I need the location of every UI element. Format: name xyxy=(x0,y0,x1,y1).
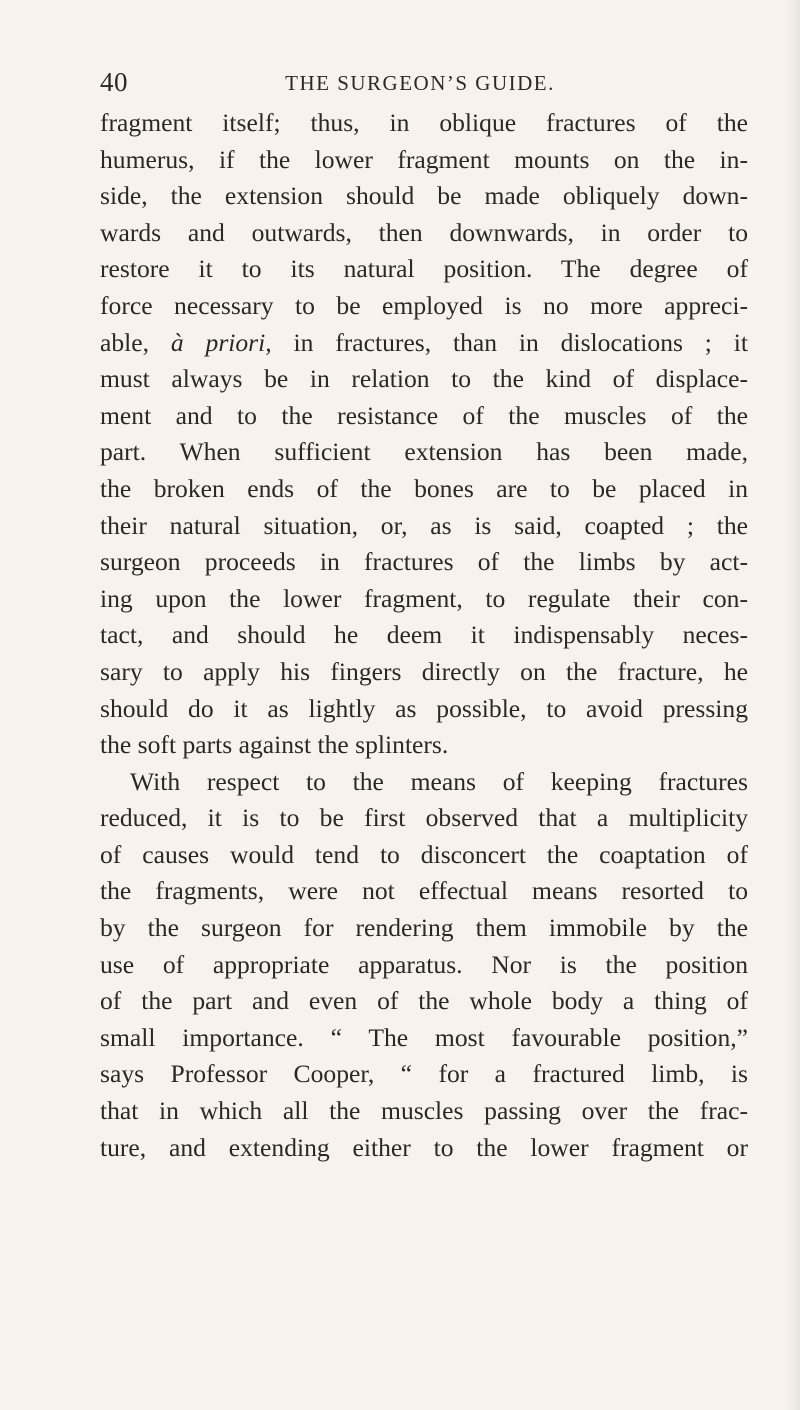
text-line: side, the extension should be made obliquely down- xyxy=(100,181,748,211)
text-line: force necessary to be employed is no more appreci- xyxy=(100,290,748,320)
text-line: part. When sufficient extension has been made, xyxy=(100,437,748,467)
text-line: that in which all the muscles passing over the frac- xyxy=(100,1096,748,1126)
text-line: must always be in relation to the kind of displace- xyxy=(100,364,748,394)
text-line xyxy=(100,325,748,362)
text-line: the broken ends of the bones are to be placed in xyxy=(100,473,748,503)
paragraph-last-line: the soft parts against the splinters. xyxy=(100,730,449,760)
text-line: by the surgeon for rendering them immobile by the xyxy=(100,913,748,943)
text-line: of causes would tend to disconcert the coaptation of xyxy=(100,839,748,869)
page-edge-shadow xyxy=(786,0,800,1410)
text-line: of the part and even of the whole body a thing of xyxy=(100,986,748,1016)
italic-phrase: à priori, xyxy=(170,327,272,357)
text-line: the fragments, were not effectual means resorted to xyxy=(100,876,748,906)
running-head xyxy=(100,64,740,100)
text-line: their natural situation, or, as is said, coapted ; the xyxy=(100,510,748,540)
text-line: sary to apply his fingers directly on the fracture, he xyxy=(100,656,748,686)
text-line: says Professor Cooper, “ for a fractured limb, is xyxy=(100,1059,748,1089)
text-line: tact, and should he deem it indispensably neces- xyxy=(100,620,748,650)
text-line: ture, and extending either to the lower fragment or xyxy=(100,1132,748,1162)
running-title: THE SURGEON’S GUIDE. xyxy=(285,71,555,95)
text-line: ing upon the lower fragment, to regulate their con- xyxy=(100,583,748,613)
text-line: reduced, it is to be first observed that a multiplicity xyxy=(100,803,748,833)
text-line: fragment itself; thus, in oblique fractures of the xyxy=(100,108,748,137)
text-span: able, xyxy=(100,327,171,357)
body-text xyxy=(100,105,748,1166)
text-line: should do it as lightly as possible, to avoid pressing xyxy=(100,693,748,723)
text-line: wards and outwards, then downwards, in order to xyxy=(100,217,748,247)
text-line: surgeon proceeds in fractures of the limbs by act- xyxy=(100,547,748,577)
text-line: humerus, if the lower fragment mounts on the in- xyxy=(100,144,748,174)
text-line: restore it to its natural position. The degree of xyxy=(100,254,748,284)
text-span: in fractures, than in dislocations ; it xyxy=(271,327,748,357)
text-line: use of appropriate apparatus. Nor is the position xyxy=(100,949,748,979)
text-line: ment and to the resistance of the muscles of the xyxy=(100,400,748,430)
text-line: small importance. “ The most favourable position,” xyxy=(100,1022,748,1052)
paragraph-first-line: With respect to the means of keeping fractures xyxy=(130,766,748,796)
page-number: 40 xyxy=(100,67,128,97)
